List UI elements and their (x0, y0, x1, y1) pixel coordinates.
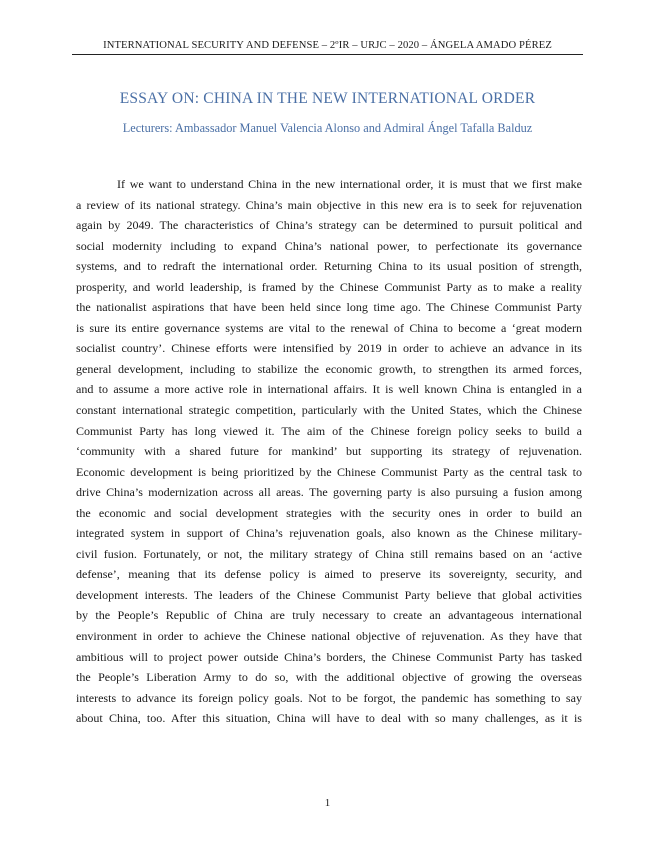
body-line: Economic development is being prioritized by the Chinese Communist Party as the central task to (76, 464, 582, 479)
body-line: the People’s Liberation Army to do so, with the additional objective of growing the overseas (76, 670, 582, 685)
body-line: and to assume a more active role in international affairs. It is well known China is entangled in a (76, 382, 582, 397)
body-line: the nationalist aspirations that have been held since long time ago. The Chinese Communist Party (76, 300, 582, 315)
body-line: environment in order to achieve the Chinese national objective of rejuvenation. As they have that (76, 629, 582, 644)
page-number: 1 (324, 797, 331, 809)
lecturers-subtitle: Lecturers: Ambassador Manuel Valencia Alonso and Admiral Ángel Tafalla Balduz (122, 121, 533, 135)
body-line: interests to advance its foreign policy goals. Not to be forgot, the pandemic has something to say (76, 690, 582, 705)
body-line: defense’, meaning that its defense policy is aimed to preserve its sovereignty, security, and (76, 567, 582, 582)
body-line: social modernity including to expand China’s national power, to perfectionate its governance (76, 238, 582, 253)
body-line: again by 2049. The characteristics of China’s strategy can be determined to pursuit political and (76, 218, 582, 233)
body-line: development interests. The leaders of the Chinese Communist Party believe that global activities (76, 587, 582, 602)
body-line: Communist Party has long viewed it. The aim of the Chinese foreign policy seeks to build a (76, 423, 582, 438)
body-line: civil fusion. Fortunately, or not, the military strategy of China still remains based on an ‘active (76, 546, 582, 561)
essay-title: ESSAY ON: CHINA IN THE NEW INTERNATIONAL ORDER (119, 90, 536, 107)
body-line: ‘community with a shared future for mankind’ but supporting its strategy of rejuvenation. (76, 444, 582, 459)
body-line: ambitious will to project power outside China’s borders, the Chinese Communist Party has tasked (76, 649, 582, 664)
body-line: a review of its national strategy. China’s main objective in this new era is to seek for rejuvenation (76, 197, 582, 212)
body-line: constant international strategic competition, particularly with the United States, which the Chinese (76, 403, 582, 418)
body-line: general development, including to stabilize the economic growth, to strengthen its armed forces, (76, 361, 582, 376)
running-header: INTERNATIONAL SECURITY AND DEFENSE – 2ºIR – URJC – 2020 – ÁNGELA AMADO PÉREZ (72, 40, 583, 55)
body-line: prosperity, and world leadership, is framed by the Chinese Communist Party as to make a reality (76, 279, 582, 294)
body-line: socialist country’. Chinese efforts were intensified by 2019 in order to achieve an advance in its (76, 341, 582, 356)
body-line: the economic and social development strategies with the security ones in order to build an (76, 505, 582, 520)
body-line: systems, and to redraft the international order. Returning China to its usual position of strength, (76, 259, 582, 274)
body-line: integrated system in support of China’s rejuvenation goals, also known as the Chinese military- (76, 526, 582, 541)
essay-body (76, 174, 582, 729)
body-line: is sure its entire governance systems are vital to the renewal of China to become a ‘great modern (76, 320, 582, 335)
body-line: drive China’s modernization across all areas. The governing party is also pursuing a fusion among (76, 485, 582, 500)
body-line: about China, too. After this situation, China will have to deal with so many challenges, as it is (76, 711, 582, 726)
body-line: by the People’s Republic of China are truly necessary to create an advantageous international (76, 608, 582, 623)
body-line: If we want to understand China in the new international order, it is must that we first make (117, 177, 582, 191)
